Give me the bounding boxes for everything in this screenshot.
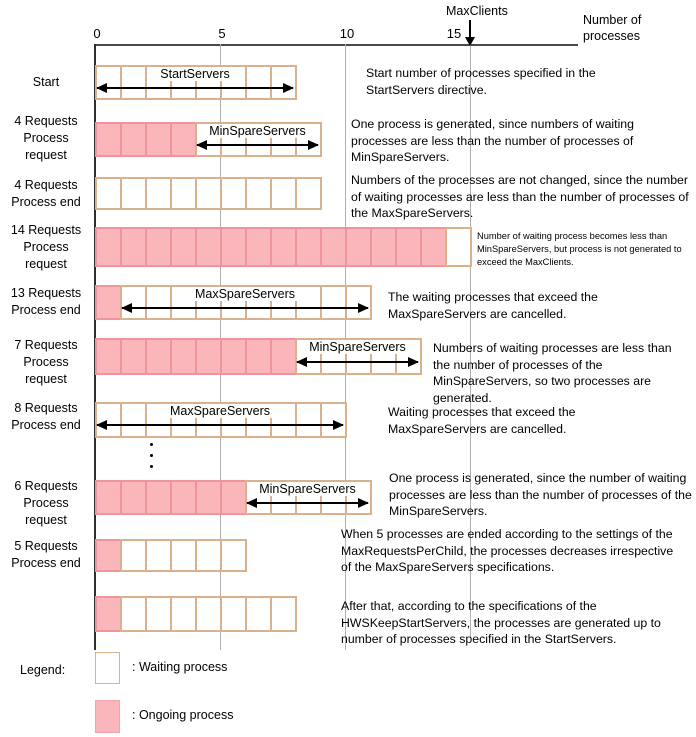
row-label-line: Process xyxy=(23,496,69,510)
ongoing-process-box xyxy=(95,480,122,515)
axis-line xyxy=(95,44,578,46)
ongoing-process-box xyxy=(220,227,247,267)
ongoing-process-box xyxy=(270,338,297,375)
annotation-4: The waiting processes that exceed the MaxSpareServers are cancelled. xyxy=(388,290,598,321)
ongoing-process-box xyxy=(95,227,122,267)
row-label-line: request xyxy=(25,148,67,162)
annotation-5: Numbers of waiting processes are less than the number of processes of the MinSpareServers, so two processes are generated. xyxy=(433,341,672,405)
legend-title: Legend: xyxy=(20,663,66,677)
row-label-line: 4 Requests xyxy=(14,114,78,128)
annotation-1: One process is generated, since numbers of waiting processes are less than the number of processes of MinSpareServers. xyxy=(351,117,634,164)
waiting-process-box xyxy=(145,177,172,210)
waiting-process-box xyxy=(195,596,222,632)
waiting-process-box xyxy=(120,65,147,100)
axis-tick-0: 0 xyxy=(93,26,101,41)
row-label-3 xyxy=(0,222,92,273)
ongoing-process-box xyxy=(95,122,122,157)
axis-tick-15: 15 xyxy=(446,26,462,41)
arrowhead-left-icon xyxy=(246,498,257,508)
waiting-process-box xyxy=(270,596,297,632)
legend-swatch-waiting-process xyxy=(95,652,120,684)
maxspareservers-label: MaxSpareServers xyxy=(192,287,298,301)
ongoing-process-box xyxy=(120,227,147,267)
ongoing-process-box xyxy=(220,480,247,515)
arrowhead-left-icon xyxy=(121,303,132,313)
waiting-process-box xyxy=(145,596,172,632)
row-label-line: Process end xyxy=(11,418,81,432)
ongoing-process-box xyxy=(170,122,197,157)
axis-tick-5: 5 xyxy=(218,26,226,41)
ongoing-process-box xyxy=(245,338,272,375)
row-label-0 xyxy=(0,74,92,91)
continuation-dot-2 xyxy=(150,465,153,468)
ongoing-process-box xyxy=(95,596,122,632)
maxclients-arrow-shaft xyxy=(469,20,471,38)
ongoing-process-box xyxy=(195,480,222,515)
waiting-process-box xyxy=(120,402,147,438)
waiting-process-box xyxy=(220,539,247,572)
ongoing-process-box xyxy=(295,227,322,267)
minspareservers-arrow xyxy=(297,361,418,363)
waiting-process-box xyxy=(195,177,222,210)
minspareservers-arrow xyxy=(197,144,318,146)
waiting-process-box xyxy=(145,285,172,320)
row-label-line: Process xyxy=(23,240,69,254)
maxspareservers-label: MaxSpareServers xyxy=(167,404,273,418)
annotation-2: Numbers of the processes are not changed, since the number of waiting processes are less than the number of processes of the MaxSpareServers. xyxy=(351,173,689,220)
waiting-process-box xyxy=(170,177,197,210)
axis-caption xyxy=(583,12,641,44)
row-label-line: 8 Requests xyxy=(14,401,78,415)
arrowhead-left-icon xyxy=(196,140,207,150)
waiting-process-box xyxy=(245,177,272,210)
startservers-arrow xyxy=(97,87,293,89)
row-label-4 xyxy=(0,285,92,319)
ongoing-process-box xyxy=(95,539,122,572)
ongoing-process-box xyxy=(145,480,172,515)
ongoing-process-box xyxy=(195,227,222,267)
waiting-process-box xyxy=(270,177,297,210)
ongoing-process-box xyxy=(145,122,172,157)
maxspareservers-arrow xyxy=(122,307,368,309)
minspareservers-arrow xyxy=(247,502,368,504)
ongoing-process-box xyxy=(145,227,172,267)
row-boxes-9 xyxy=(95,596,297,632)
ongoing-process-box xyxy=(195,338,222,375)
minspareservers-label: MinSpareServers xyxy=(206,124,309,138)
waiting-process-box xyxy=(320,285,347,320)
arrowhead-left-icon xyxy=(96,420,107,430)
waiting-process-box xyxy=(220,177,247,210)
waiting-process-box xyxy=(120,539,147,572)
waiting-process-box xyxy=(120,596,147,632)
axis-tick-10: 10 xyxy=(339,26,355,41)
ongoing-process-box xyxy=(370,227,397,267)
row-label-line: Start xyxy=(32,75,60,89)
ongoing-process-box xyxy=(120,338,147,375)
row-label-line: 13 Requests xyxy=(10,286,82,300)
ongoing-process-box xyxy=(220,338,247,375)
arrowhead-right-icon xyxy=(408,357,419,367)
annotation-8: When 5 processes are ended according to the settings of the MaxRequestsPerChild, the processes decreases irrespective of the MaxSpareServers specifications. xyxy=(341,527,674,574)
row-label-line: Process end xyxy=(11,556,81,570)
waiting-process-box xyxy=(270,402,297,438)
row-label-7 xyxy=(0,478,92,529)
waiting-process-box xyxy=(245,596,272,632)
row-label-line: request xyxy=(25,372,67,386)
waiting-process-box xyxy=(170,596,197,632)
axis-caption-line1: Number of xyxy=(583,13,642,27)
legend-label-waiting-process: : Waiting process xyxy=(132,660,228,674)
row-label-1 xyxy=(0,113,92,164)
annotation-0: Start number of processes specified in the StartServers directive. xyxy=(366,66,596,97)
ongoing-process-box xyxy=(170,480,197,515)
waiting-process-box xyxy=(445,227,472,267)
maxclients-arrow-icon xyxy=(465,37,475,46)
row-label-6 xyxy=(0,400,92,434)
maxspareservers-arrow xyxy=(97,424,343,426)
ongoing-process-box xyxy=(320,227,347,267)
arrowhead-right-icon xyxy=(358,498,369,508)
row-label-line: Process xyxy=(23,131,69,145)
ongoing-process-box xyxy=(270,227,297,267)
arrowhead-right-icon xyxy=(283,83,294,93)
ongoing-process-box xyxy=(95,285,122,320)
ongoing-process-box xyxy=(395,227,422,267)
waiting-process-box xyxy=(295,402,322,438)
ongoing-process-box xyxy=(170,227,197,267)
annotation-9: After that, according to the specifications of the HWSKeepStartServers, the processes are generated up to number of processes specified in the StartServers. xyxy=(341,599,661,646)
maxclients-label: MaxClients xyxy=(446,4,508,18)
arrowhead-right-icon xyxy=(333,420,344,430)
row-boxes-3 xyxy=(95,227,472,267)
ongoing-process-box xyxy=(170,338,197,375)
annotation-7: One process is generated, since the number of waiting processes are less than the number of processes of the MinSpareServers. xyxy=(389,471,692,518)
ongoing-process-box xyxy=(95,338,122,375)
waiting-process-box xyxy=(95,177,122,210)
waiting-process-box xyxy=(220,596,247,632)
continuation-dot-1 xyxy=(150,454,153,457)
arrowhead-left-icon xyxy=(96,83,107,93)
ongoing-process-box xyxy=(345,227,372,267)
minspareservers-label: MinSpareServers xyxy=(306,340,409,354)
row-label-line: 4 Requests xyxy=(14,178,78,192)
row-label-line: Process end xyxy=(11,195,81,209)
minspareservers-label: MinSpareServers xyxy=(256,482,359,496)
row-label-line: 5 Requests xyxy=(14,539,78,553)
ongoing-process-box xyxy=(120,122,147,157)
row-label-5 xyxy=(0,337,92,388)
ongoing-process-box xyxy=(145,338,172,375)
startservers-label: StartServers xyxy=(157,67,232,81)
ongoing-process-box xyxy=(120,480,147,515)
waiting-process-box xyxy=(245,65,272,100)
ongoing-process-box xyxy=(420,227,447,267)
waiting-process-box xyxy=(295,177,322,210)
arrowhead-right-icon xyxy=(308,140,319,150)
row-label-line: Process end xyxy=(11,303,81,317)
legend-label-ongoing-process: : Ongoing process xyxy=(132,708,234,722)
annotation-6: Waiting processes that exceed the MaxSpareServers are cancelled. xyxy=(388,405,576,436)
waiting-process-box xyxy=(145,539,172,572)
arrowhead-left-icon xyxy=(296,357,307,367)
row-label-8 xyxy=(0,538,92,572)
row-label-line: request xyxy=(25,257,67,271)
row-label-line: 7 Requests xyxy=(14,338,78,352)
row-label-line: Process xyxy=(23,355,69,369)
arrowhead-right-icon xyxy=(358,303,369,313)
ongoing-process-box xyxy=(245,227,272,267)
axis-caption-line2: processes xyxy=(583,29,640,43)
annotation-3: Number of waiting process becomes less than MinSpareServers, but process is not generated to exceed the MaxClients. xyxy=(477,231,682,267)
waiting-process-box xyxy=(170,539,197,572)
waiting-process-box xyxy=(295,285,322,320)
row-label-line: 6 Requests xyxy=(14,479,78,493)
row-label-line: request xyxy=(25,513,67,527)
waiting-process-box xyxy=(120,177,147,210)
row-boxes-8 xyxy=(95,539,247,572)
row-label-2 xyxy=(0,177,92,211)
row-label-line: 14 Requests xyxy=(10,223,82,237)
legend-swatch-ongoing-process xyxy=(95,700,120,733)
continuation-dot-0 xyxy=(150,443,153,446)
row-boxes-2 xyxy=(95,177,322,210)
waiting-process-box xyxy=(195,539,222,572)
